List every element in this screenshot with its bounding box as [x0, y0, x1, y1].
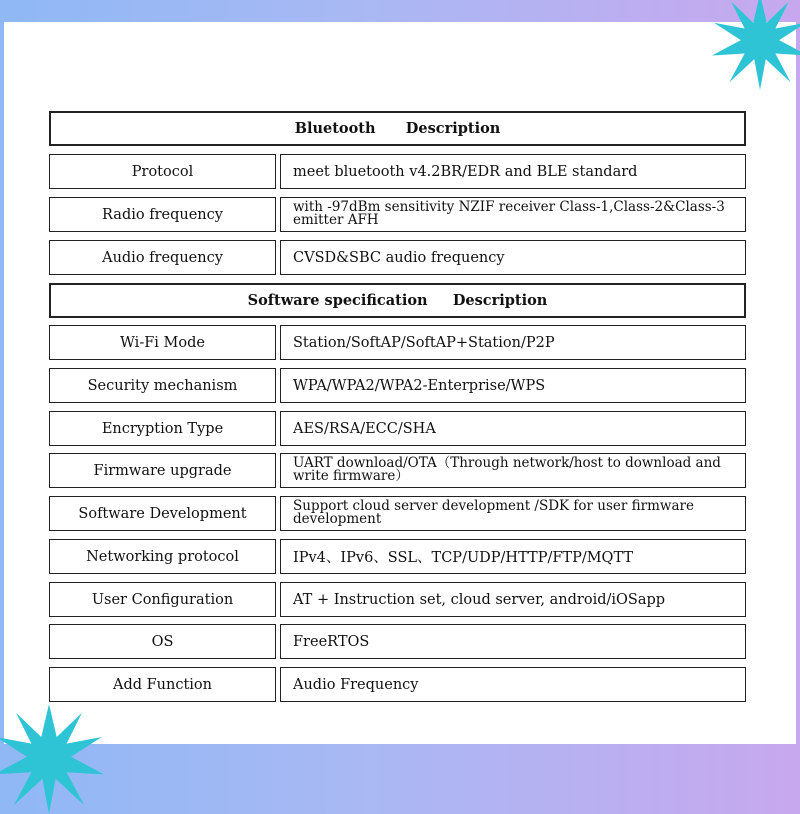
table-row [49, 496, 746, 531]
row-label: Firmware upgrade [49, 453, 276, 488]
row-label: Audio frequency [49, 240, 276, 275]
starburst-decoration-top-right [712, 0, 800, 90]
table-row [49, 411, 746, 446]
row-label: Networking protocol [49, 539, 276, 574]
table-row [49, 197, 746, 232]
row-value: AT + Instruction set, cloud server, android/iOSapp [280, 582, 746, 617]
row-value: IPv4、IPv6、SSL、TCP/UDP/HTTP/FTP/MQTT [280, 539, 746, 574]
row-label: Encryption Type [49, 411, 276, 446]
row-value: Audio Frequency [280, 667, 746, 702]
bluetooth-header-row [49, 111, 746, 146]
table-row [49, 667, 746, 702]
bluetooth-header-description: Description [405, 120, 501, 137]
row-value: AES/RSA/ECC/SHA [280, 411, 746, 446]
row-label: Add Function [49, 667, 276, 702]
row-label: Radio frequency [49, 197, 276, 232]
row-label: Protocol [49, 154, 276, 189]
bluetooth-header-title: Bluetooth [294, 120, 376, 137]
row-label: Software Development [49, 496, 276, 531]
row-label: Wi-Fi Mode [49, 325, 276, 360]
table-row [49, 325, 746, 360]
row-label: Security mechanism [49, 368, 276, 403]
row-value: with -97dBm sensitivity NZIF receiver Class-1,Class-2&Class-3 emitter AFH [280, 197, 746, 232]
row-label: User Configuration [49, 582, 276, 617]
row-value: WPA/WPA2/WPA2-Enterprise/WPS [280, 368, 746, 403]
row-value: CVSD&SBC audio frequency [280, 240, 746, 275]
table-row [49, 240, 746, 275]
row-value: Support cloud server development /SDK for user firmware development [280, 496, 746, 531]
table-row [49, 368, 746, 403]
row-value: Station/SoftAP/SoftAP+Station/P2P [280, 325, 746, 360]
table-row [49, 582, 746, 617]
table-row [49, 453, 746, 488]
software-header-description: Description [452, 292, 548, 309]
row-value: meet bluetooth v4.2BR/EDR and BLE standard [280, 154, 746, 189]
row-value: FreeRTOS [280, 624, 746, 659]
table-row [49, 539, 746, 574]
row-label: OS [49, 624, 276, 659]
software-header-title: Software specification [247, 292, 428, 309]
software-header [49, 283, 746, 318]
starburst-decoration-bottom-left [0, 704, 104, 814]
table-row [49, 154, 746, 189]
row-value: UART download/OTA（Through network/host to download and write firmware） [280, 453, 746, 488]
software-header-row [49, 283, 746, 318]
table-row [49, 624, 746, 659]
bluetooth-header [49, 111, 746, 146]
